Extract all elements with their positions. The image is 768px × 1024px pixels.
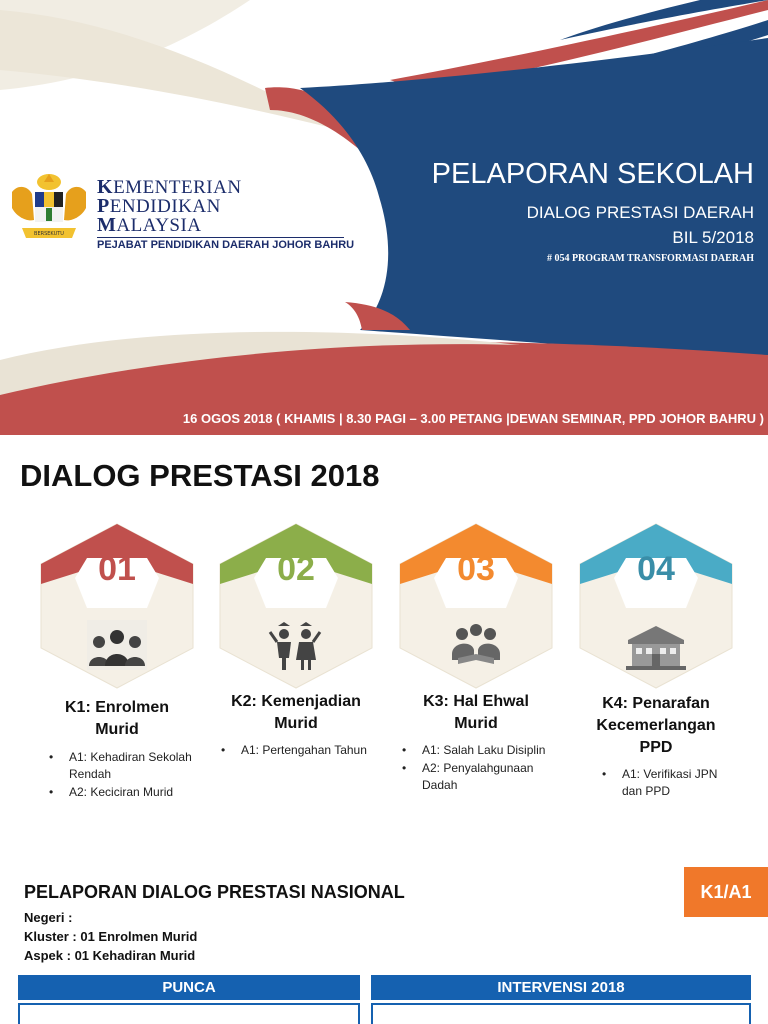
list-item: • A1: Kehadiran Sekolah Rendah — [47, 749, 197, 783]
list-item: • A1: Verifikasi JPN dan PPD — [600, 766, 730, 800]
svg-text:BERSEKUTU: BERSEKUTU — [34, 231, 64, 237]
ministry-line-2: PENDIDIKAN — [97, 195, 221, 217]
graduates-icon — [266, 620, 326, 670]
event-details: 16 OGOS 2018 ( KHAMIS | 8.30 PAGI – 3.00 PETANG |DEWAN SEMINAR, PPD JOHOR BAHRU ) — [182, 411, 764, 426]
card-number: 03 — [457, 550, 495, 588]
k1-a1-badge: K1/A1 — [684, 867, 768, 917]
card-heading: K2: Kemenjadian Murid — [231, 693, 361, 732]
intervensi-column-header: INTERVENSI 2018 — [371, 975, 751, 1000]
people-group-icon — [87, 620, 147, 670]
intervensi-input-area[interactable] — [371, 1003, 751, 1024]
subtitle-dialog: DIALOG PRESTASI DAERAH — [526, 203, 754, 222]
punca-input-area[interactable] — [18, 1003, 360, 1024]
school-building-icon — [626, 620, 686, 670]
card-number: 01 — [98, 550, 136, 588]
list-item: • A2: Keciciran Murid — [47, 784, 197, 801]
header-banner — [0, 0, 768, 435]
card-heading: K1: Enrolmen Murid — [64, 699, 169, 738]
negeri-label: Negeri : — [24, 910, 73, 925]
page-title: PELAPORAN SEKOLAH — [431, 158, 754, 190]
card-heading: K4: Penarafan Kecemerlangan PPD — [596, 695, 716, 756]
list-item: • A1: Salah Laku Disiplin — [400, 742, 550, 759]
ministry-office: PEJABAT PENDIDIKAN DAERAH JOHOR BAHRU — [97, 239, 355, 251]
aspek-label: Aspek : 01 Kehadiran Murid — [24, 948, 196, 963]
section-title: DIALOG PRESTASI 2018 — [20, 458, 380, 493]
list-item: • A2: Penyalahgunaan Dadah — [400, 760, 550, 794]
aspect-list — [600, 766, 730, 801]
card-number: 02 — [277, 550, 315, 588]
card-heading: K3: Hal Ehwal Murid — [423, 693, 529, 732]
ministry-name-block — [97, 176, 355, 251]
card-number: 04 — [637, 550, 675, 588]
subtitle-program: # 054 PROGRAM TRANSFORMASI DAERAH — [546, 253, 754, 264]
list-item: • A1: Pertengahan Tahun — [219, 742, 369, 759]
ministry-line-3: MALAYSIA — [97, 214, 202, 236]
aspect-list — [47, 749, 197, 802]
aspect-list — [219, 742, 369, 760]
ministry-line-1: KEMENTERIAN — [97, 176, 242, 198]
punca-column-header: PUNCA — [18, 975, 360, 1000]
subtitle-bil: BIL 5/2018 — [672, 228, 754, 247]
aspect-list — [400, 742, 550, 795]
students-reading-icon — [446, 620, 506, 670]
report-title: PELAPORAN DIALOG PRESTASI NASIONAL — [24, 882, 405, 902]
ministry-crest-logo — [8, 172, 90, 244]
kluster-label: Kluster : 01 Enrolmen Murid — [24, 929, 198, 944]
